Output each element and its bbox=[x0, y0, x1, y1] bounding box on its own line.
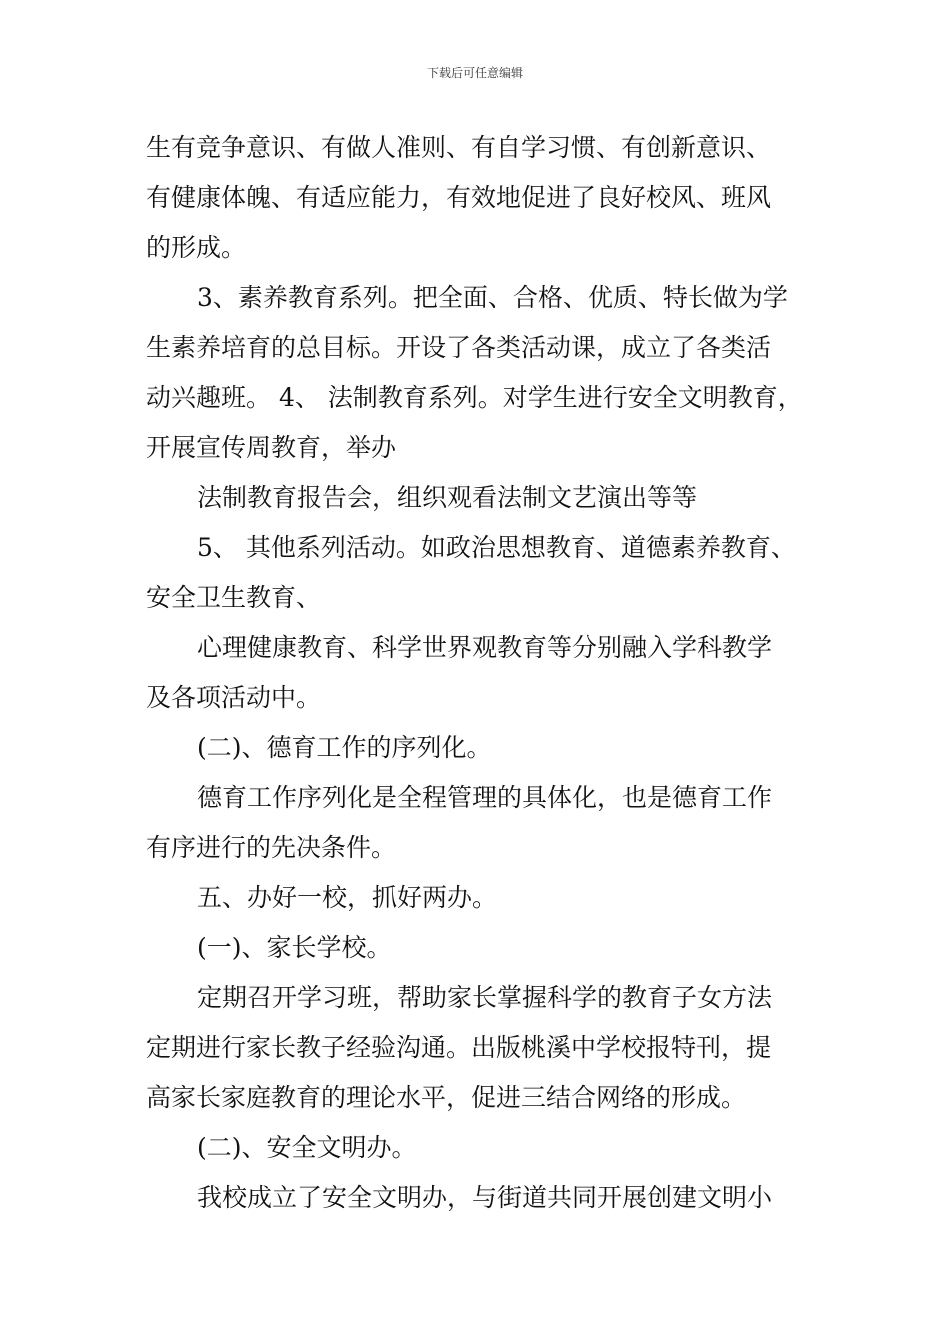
body-line: 开展宣传周教育，举办 bbox=[146, 433, 397, 462]
section-heading: (二)、德育工作的序列化。 bbox=[197, 733, 492, 762]
body-line: 德育工作序列化是全程管理的具体化，也是德育工作 bbox=[197, 783, 773, 812]
body-line: 高家长家庭教育的理论水平，促进三结合网络的形成。 bbox=[146, 1083, 747, 1112]
page-header: 下载后可任意编辑 bbox=[426, 66, 523, 80]
body-line: 及各项活动中。 bbox=[146, 683, 322, 712]
section-heading: (一)、家长学校。 bbox=[197, 933, 392, 962]
body-line: 动兴趣班。 4、 法制教育系列。对学生进行安全文明教育， bbox=[146, 383, 803, 412]
body-line: 心理健康教育、科学世界观教育等分别融入学科教学 bbox=[197, 633, 773, 662]
body-line: 法制教育报告会，组织观看法制文艺演出等等 bbox=[197, 483, 698, 512]
body-line: 定期进行家长教子经验沟通。出版桃溪中学校报特刊，提 bbox=[146, 1033, 772, 1062]
body-line: 安全卫生教育、 bbox=[146, 583, 322, 612]
body-line: 我校成立了安全文明办，与街道共同开展创建文明小 bbox=[197, 1183, 773, 1212]
section-heading: (二)、安全文明办。 bbox=[197, 1133, 417, 1162]
body-line: 5、 其他系列活动。如政治思想教育、道德素养教育、 bbox=[197, 533, 796, 562]
body-line: 定期召开学习班，帮助家长掌握科学的教育子女方法 bbox=[197, 983, 773, 1012]
body-line: 的形成。 bbox=[146, 233, 247, 262]
body-line: 有序进行的先决条件。 bbox=[146, 833, 397, 862]
body-line: 3、素养教育系列。把全面、合格、优质、特长做为学 bbox=[197, 283, 788, 312]
body-line: 有健康体魄、有适应能力，有效地促进了良好校风、班风 bbox=[146, 183, 772, 212]
body-line: 生素养培育的总目标。开设了各类活动课，成立了各类活 bbox=[146, 333, 772, 362]
section-heading: 五、办好一校，抓好两办。 bbox=[197, 883, 498, 912]
body-line: 生有竞争意识、有做人准则、有自学习惯、有创新意识、 bbox=[146, 133, 772, 162]
